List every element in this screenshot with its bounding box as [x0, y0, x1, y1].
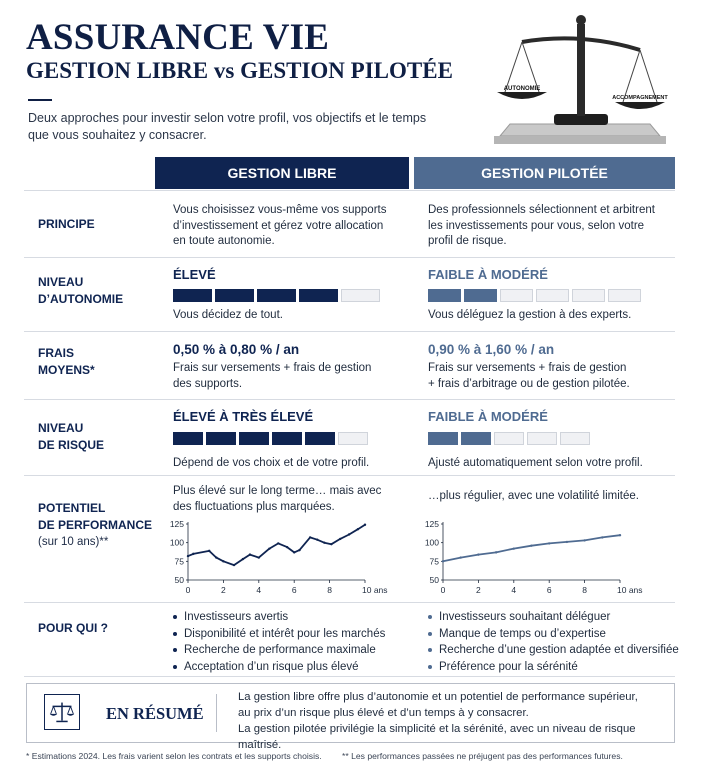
row-label-pour-qui: POUR QUI ? [38, 621, 109, 635]
x-tick-label: 2 [476, 585, 481, 595]
row-label-autonomie [38, 274, 123, 308]
row-label-line: NIVEAU [38, 421, 84, 435]
data-point [233, 564, 235, 566]
performance-right-caption: …plus régulier, avec une volatilité limitée. [428, 490, 639, 502]
y-tick-label: 100 [424, 537, 439, 548]
data-point [583, 539, 585, 541]
data-point [619, 534, 621, 536]
pour-qui-left-list [173, 609, 385, 675]
row-label-principe: PRINCIPE [38, 217, 95, 231]
list-item: Investisseurs souhaitant déléguer [428, 609, 679, 626]
x-tick-label: 4 [511, 585, 517, 595]
data-point [339, 538, 341, 540]
data-point [316, 538, 318, 540]
data-point [286, 546, 288, 548]
gauge-segment-empty [341, 289, 380, 302]
data-point [277, 542, 279, 544]
x-tick-label: 0 [185, 585, 191, 595]
pour-qui-right-list [428, 609, 679, 675]
row-label-line: NIVEAU [38, 275, 84, 289]
x-tick-label: 6 [291, 585, 297, 595]
summary-text [238, 689, 668, 753]
intro-text: Deux approches pour investir selon votre profil, vos objectifs et le temps que vous souhaitez y consacrer. [28, 111, 427, 142]
column-header-gestion-pilotee: GESTION PILOTÉE [414, 157, 675, 189]
gauge-segment-filled [257, 289, 296, 302]
list-item: Manque de temps ou d’expertise [428, 626, 679, 643]
x-tick-label: 2 [221, 585, 226, 595]
balance-scale-illustration [470, 6, 690, 156]
row-label-line: FRAIS [38, 346, 74, 360]
row-divider [24, 399, 675, 400]
gauge-segment-filled [299, 289, 338, 302]
gauge-segment-empty [338, 432, 368, 445]
risque-right-note: Ajusté automatiquement selon votre profil. [428, 457, 643, 469]
data-point [268, 547, 270, 549]
gauge-segment-filled [464, 289, 497, 302]
frais-right-value: 0,90 % à 1,60 % / an [428, 342, 555, 357]
gauge-segment-empty [500, 289, 533, 302]
x-tick-label: 10 ans [617, 585, 643, 595]
gauge-segment-filled [173, 432, 203, 445]
row-label-sub: (sur 10 ans)** [38, 536, 109, 548]
row-label-line: DE PERFORMANCE [38, 518, 153, 532]
footnote-performance: ** Les performances passées ne préjugent pas des performances futures. [342, 751, 623, 761]
data-point [601, 536, 603, 538]
summary-divider [216, 694, 217, 732]
gauge-segment-empty [560, 432, 590, 445]
data-point [309, 536, 311, 538]
data-point [293, 551, 295, 553]
risque-right-gauge [428, 432, 590, 445]
x-tick-label: 4 [256, 585, 262, 595]
x-tick-label: 0 [440, 585, 446, 595]
x-tick-label: 8 [582, 585, 587, 595]
gauge-segment-empty [494, 432, 524, 445]
row-divider [24, 190, 675, 191]
risque-right-level: FAIBLE À MODÉRÉ [428, 409, 548, 424]
data-point [442, 560, 444, 562]
gauge-segment-filled [239, 432, 269, 445]
frais-right-note: Frais sur versements + frais de gestion + frais d’arbitrage ou de gestion pilotée. [428, 362, 630, 390]
data-point [187, 555, 189, 557]
x-tick-label: 8 [327, 585, 332, 595]
performance-chart-gestion-pilotee [415, 515, 665, 600]
row-label-line: D’AUTONOMIE [38, 292, 124, 306]
list-item: Recherche d’une gestion adaptée et diversifiée [428, 642, 679, 659]
row-label-line: POTENTIEL [38, 501, 106, 515]
autonomie-right-level: FAIBLE À MODÉRÉ [428, 267, 548, 282]
gauge-segment-filled [173, 289, 212, 302]
performance-chart-gestion-libre [160, 515, 400, 600]
footnote-fees: * Estimations 2024. Les frais varient selon les contrats et les supports choisis. [26, 751, 322, 761]
data-point [566, 541, 568, 543]
frais-left-note: Frais sur versements + frais de gestion des supports. [173, 362, 372, 390]
list-item: Recherche de performance maximale [173, 642, 385, 659]
gauge-segment-filled [428, 432, 458, 445]
data-point [330, 543, 332, 545]
data-point [495, 551, 497, 553]
data-point [548, 542, 550, 544]
x-tick-label: 6 [546, 585, 552, 595]
gauge-segment-empty [572, 289, 605, 302]
row-divider [24, 257, 675, 258]
data-point [208, 550, 210, 552]
data-point [258, 556, 260, 558]
principe-right-text: Des professionnels sélectionnent et arbitrent les investissements pour vous, selon votre profil de risque. [428, 204, 655, 247]
data-point [242, 558, 244, 560]
series-line [188, 525, 365, 565]
gauge-segment-empty [608, 289, 641, 302]
scale-label-left: AUTONOMIE [503, 86, 541, 92]
scale-label-right: ACCOMPAGNEMENT [612, 95, 668, 101]
row-label-performance [38, 500, 152, 551]
y-tick-label: 50 [174, 575, 184, 585]
y-tick-label: 125 [424, 519, 439, 529]
data-point [222, 560, 224, 562]
data-point [192, 553, 194, 555]
summary-line: au prix d’un risque plus élevé et d’un temps à y consacrer. [238, 707, 529, 719]
data-point [348, 533, 350, 535]
column-header-gestion-libre: GESTION LIBRE [155, 157, 409, 189]
gauge-segment-empty [536, 289, 569, 302]
row-divider [24, 475, 675, 476]
list-item: Disponibilité et intérêt pour les marchés [173, 626, 385, 643]
data-point [215, 556, 217, 558]
summary-title: EN RÉSUMÉ [106, 704, 204, 723]
row-divider [24, 602, 675, 603]
page-title: ASSURANCE VIE [26, 17, 330, 58]
series-line [443, 535, 620, 561]
row-divider [24, 331, 675, 332]
y-tick-label: 125 [169, 519, 184, 529]
summary-line: La gestion libre offre plus d’autonomie et un potentiel de performance supérieur, [238, 691, 638, 703]
y-tick-label: 50 [429, 575, 439, 585]
title-rule [28, 99, 52, 101]
risque-left-level: ÉLEVÉ À TRÈS ÉLEVÉ [173, 409, 314, 424]
autonomie-left-level: ÉLEVÉ [173, 267, 216, 282]
data-point [249, 553, 251, 555]
x-tick-label: 10 ans [362, 585, 388, 595]
row-label-line: DE RISQUE [38, 438, 105, 452]
data-point [477, 553, 479, 555]
data-point [364, 524, 366, 526]
list-item: Investisseurs avertis [173, 609, 385, 626]
data-point [460, 556, 462, 558]
y-tick-label: 75 [174, 556, 184, 567]
gauge-segment-filled [428, 289, 461, 302]
gauge-segment-empty [527, 432, 557, 445]
data-point [513, 547, 515, 549]
gauge-segment-filled [206, 432, 236, 445]
performance-left-caption: Plus élevé sur le long terme… mais avec des fluctuations plus marquées. [173, 485, 382, 513]
autonomie-left-note: Vous décidez de tout. [173, 309, 283, 321]
row-label-frais [38, 345, 95, 379]
gauge-segment-filled [272, 432, 302, 445]
row-label-line: MOYENS* [38, 363, 95, 377]
autonomie-right-note: Vous déléguez la gestion à des experts. [428, 309, 632, 321]
gauge-segment-filled [305, 432, 335, 445]
page-subtitle: GESTION LIBRE vs GESTION PILOTÉE [26, 58, 453, 83]
list-item: Acceptation d’un risque plus élevé [173, 659, 385, 676]
data-point [323, 541, 325, 543]
data-point [530, 544, 532, 546]
risque-left-gauge [173, 432, 368, 445]
risque-left-note: Dépend de vos choix et de votre profil. [173, 457, 370, 469]
principe-left-text: Vous choisissez vous-même vos supports d’investissement et gérez votre allocation en toute autonomie. [173, 204, 387, 247]
balance-icon [44, 694, 80, 730]
gauge-segment-filled [215, 289, 254, 302]
data-point [357, 528, 359, 530]
row-divider [24, 676, 675, 677]
gauge-segment-filled [461, 432, 491, 445]
autonomie-left-gauge [173, 289, 380, 302]
frais-left-value: 0,50 % à 0,80 % / an [173, 342, 300, 357]
row-label-risque [38, 420, 104, 454]
y-tick-label: 75 [429, 556, 439, 567]
data-point [298, 549, 300, 551]
y-tick-label: 100 [169, 537, 184, 548]
list-item: Préférence pour la sérénité [428, 659, 679, 676]
summary-line: La gestion pilotée privilégie la simplicité et la sérénité, avec un niveau de risque maîtrisé. [238, 723, 636, 751]
autonomie-right-gauge [428, 289, 641, 302]
